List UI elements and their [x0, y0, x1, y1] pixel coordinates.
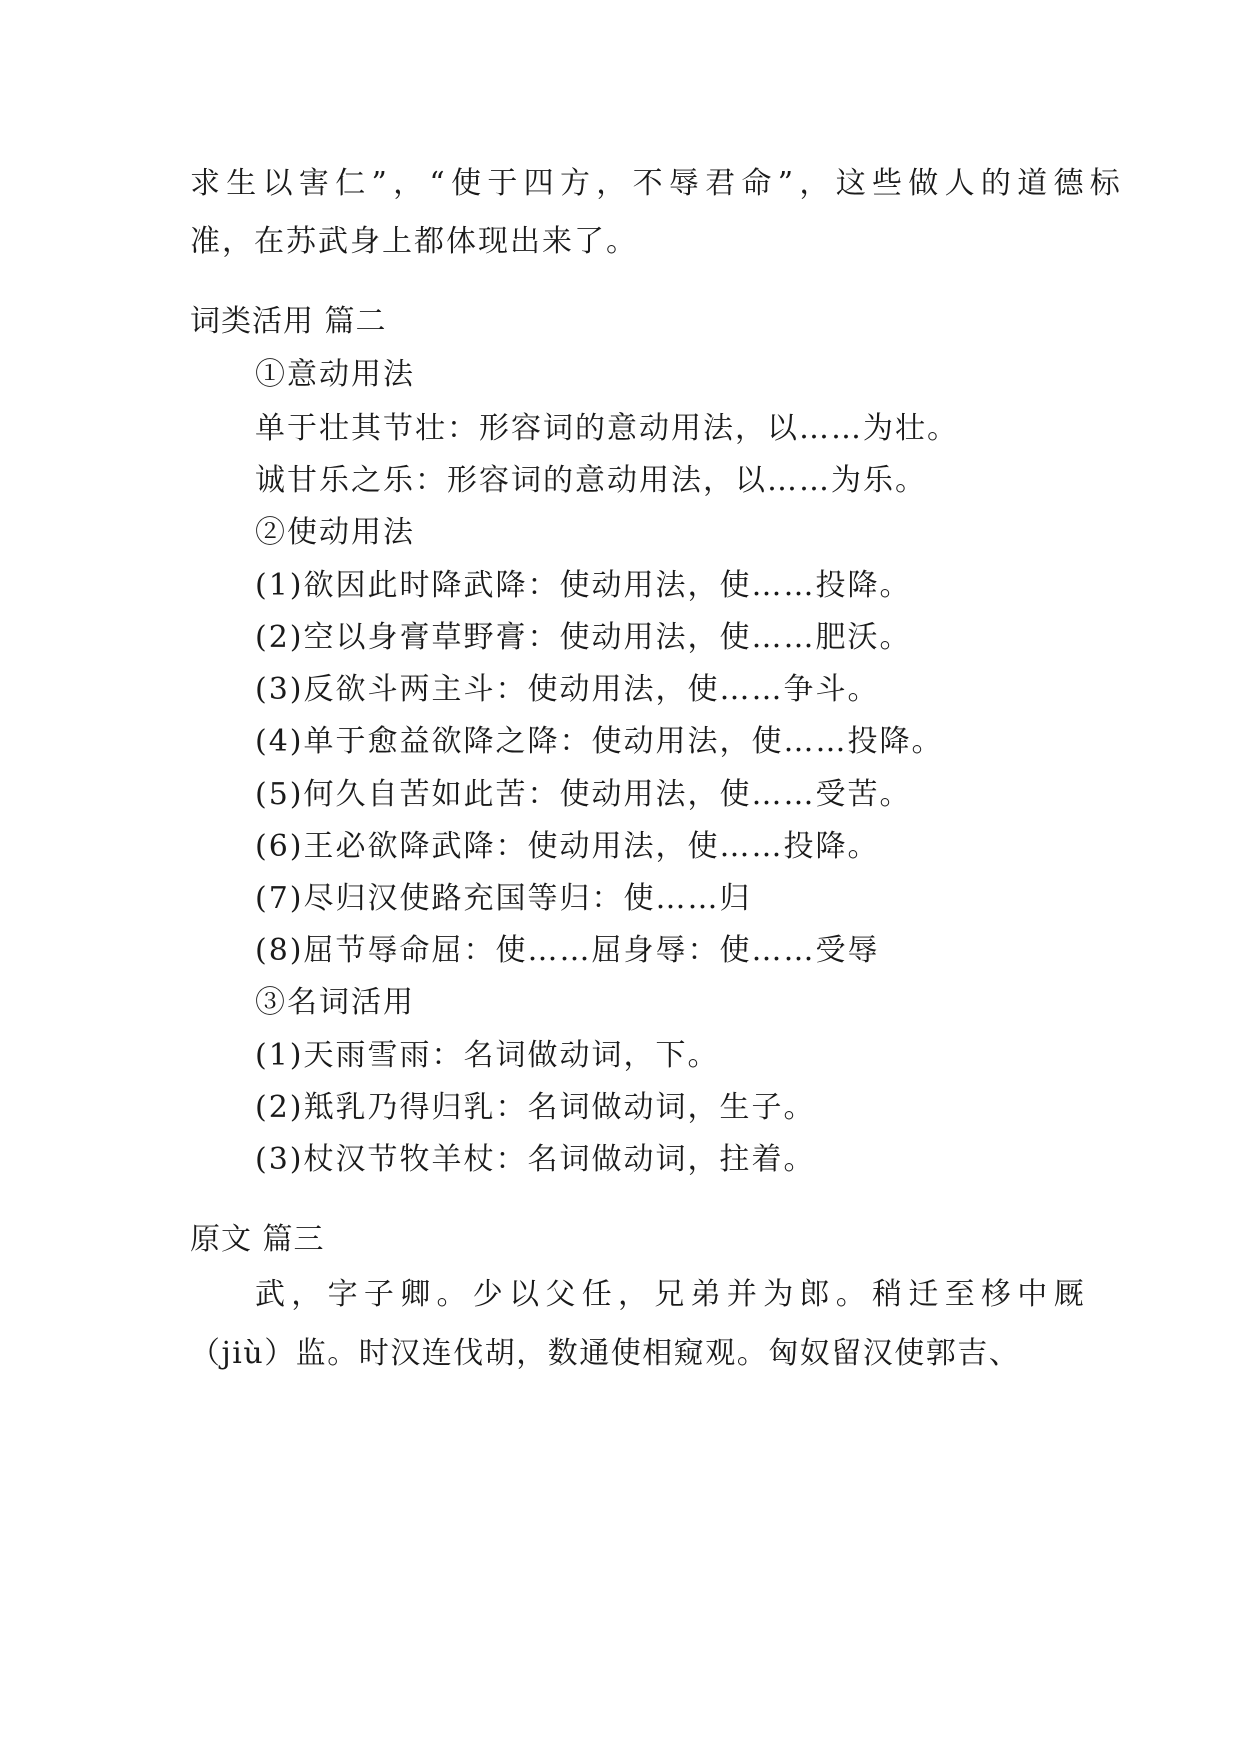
group-1-heading: ①意动用法 [255, 357, 415, 392]
list-item: (8)屈节辱命屈：使……屈身辱：使……受辱 [255, 933, 880, 968]
list-item: (4)单于愈益欲降之降：使动用法，使……投降。 [255, 724, 944, 759]
list-item: (1)欲因此时降武降：使动用法，使……投降。 [255, 568, 912, 603]
intro-line-2: 准，在苏武身上都体现出来了。 [190, 224, 638, 259]
section-2-title: 词类活用 篇二 [190, 304, 387, 339]
section-3-title: 原文 篇三 [190, 1222, 325, 1257]
paragraph-line-2: （jiù）监。时汉连伐胡，数通使相窥观。匈奴留汉使郭吉、 [190, 1336, 1021, 1371]
list-item: (1)天雨雪雨：名词做动词，下。 [255, 1038, 720, 1073]
list-item: (5)何久自苦如此苦：使动用法，使……受苦。 [255, 777, 912, 812]
list-item: (3)杖汉节牧羊杖：名词做动词，拄着。 [255, 1142, 816, 1177]
group-2-heading: ②使动用法 [255, 515, 415, 550]
group-3-heading: ③名词活用 [255, 985, 415, 1020]
paragraph-line-1: 武，字子卿。少以父任，兄弟并为郎。稍迁至栘中厩 [255, 1277, 1090, 1312]
list-item: (6)王必欲降武降：使动用法，使……投降。 [255, 829, 880, 864]
list-item: 单于壮其节壮：形容词的意动用法，以……为壮。 [255, 411, 959, 446]
list-item: 诚甘乐之乐：形容词的意动用法，以……为乐。 [255, 463, 927, 498]
list-item: (2)空以身膏草野膏：使动用法，使……肥沃。 [255, 620, 912, 655]
list-item: (3)反欲斗两主斗：使动用法，使……争斗。 [255, 672, 880, 707]
list-item: (2)羝乳乃得归乳：名词做动词，生子。 [255, 1090, 816, 1125]
intro-line-1: 求生以害仁”，“使于四方，不辱君命”，这些做人的道德标 [190, 166, 1127, 201]
list-item: (7)尽归汉使路充国等归：使……归 [255, 881, 752, 916]
